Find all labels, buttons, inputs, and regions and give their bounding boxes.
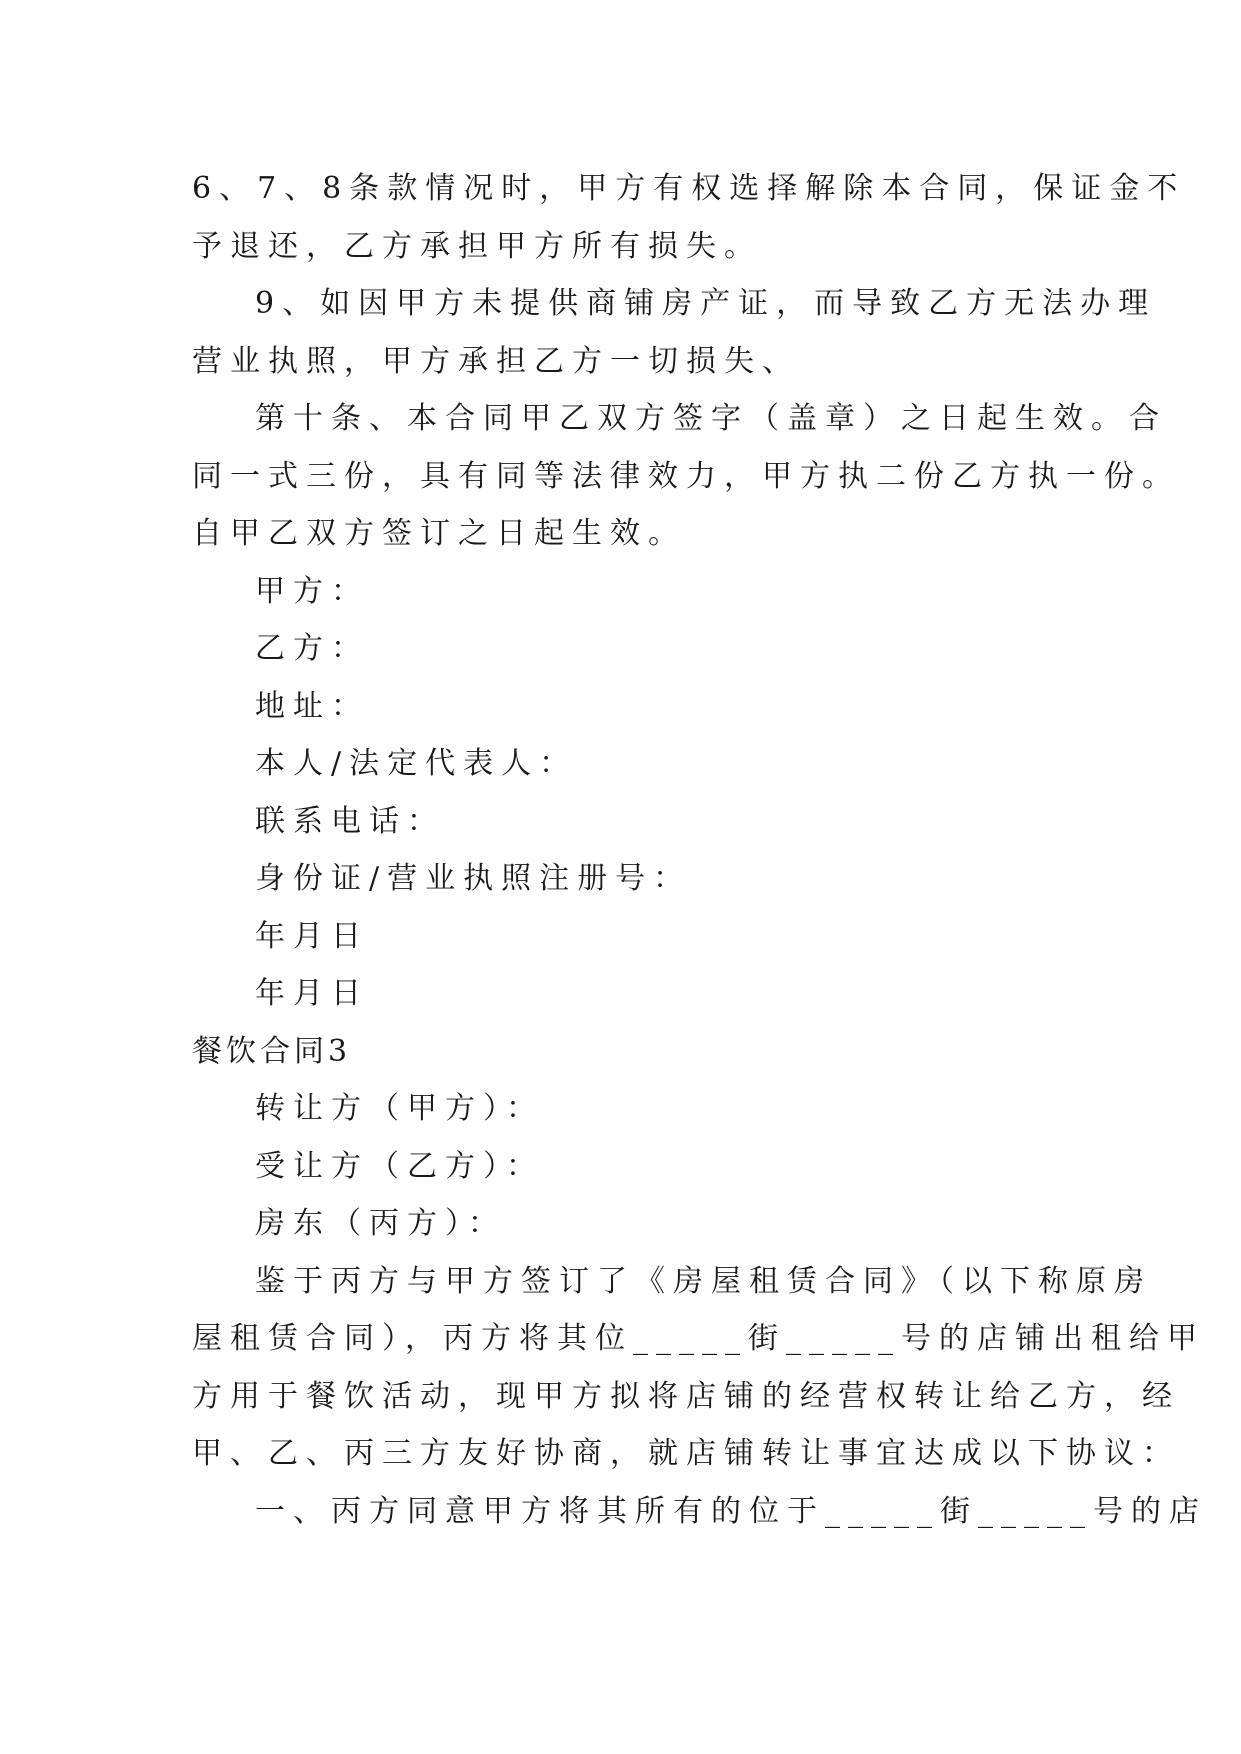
party-a-label: 甲方： bbox=[255, 573, 369, 609]
document-body bbox=[192, 160, 1207, 1540]
paragraph-line: 屋租赁合同），丙方将其位_____街_____号的店铺出租给甲 bbox=[192, 1321, 1205, 1356]
paragraph-line: 6、7、8条款情况时，甲方有权选择解除本合同，保证金不 bbox=[192, 171, 1186, 206]
representative-label: 本人/法定代表人： bbox=[255, 746, 578, 781]
paragraph-line: 方用于餐饮活动，现甲方拟将店铺的经营权转让给乙方，经 bbox=[192, 1378, 1180, 1414]
section-heading: 餐饮合同3 bbox=[192, 1033, 352, 1069]
paragraph-line: 一、丙方同意甲方将其所有的位于_____街_____号的店 bbox=[255, 1493, 1207, 1529]
paragraph-line: 鉴于丙方与甲方签订了《房屋租赁合同》（以下称原房 bbox=[255, 1263, 1152, 1299]
date-label: 年月日 bbox=[255, 918, 369, 954]
transferor-label: 转让方（甲方）： bbox=[255, 1091, 544, 1126]
paragraph-line: 9、如因甲方未提供商铺房产证，而导致乙方无法办理 bbox=[255, 286, 1157, 321]
party-b-label: 乙方： bbox=[255, 631, 369, 666]
paragraph-line: 同一式三份，具有同等法律效力，甲方执二份乙方执一份。 bbox=[192, 458, 1180, 494]
paragraph-line: 自甲乙双方签订之日起生效。 bbox=[192, 516, 686, 551]
transferee-label: 受让方（乙方）： bbox=[255, 1148, 544, 1184]
paragraph-line: 予退还，乙方承担甲方所有损失。 bbox=[192, 228, 762, 264]
landlord-label: 房东（丙方）： bbox=[255, 1206, 506, 1241]
paragraph-line: 甲、乙、丙三方友好协商，就店铺转让事宜达成以下协议： bbox=[192, 1436, 1180, 1471]
paragraph-line: 第十条、本合同甲乙双方签字（盖章）之日起生效。合 bbox=[255, 401, 1167, 436]
address-label: 地址： bbox=[255, 688, 369, 724]
date-label: 年月日 bbox=[255, 976, 369, 1011]
phone-label: 联系电话： bbox=[255, 803, 445, 839]
paragraph-line: 营业执照，甲方承担乙方一切损失、 bbox=[192, 343, 800, 379]
id-number-label: 身份证/营业执照注册号： bbox=[255, 861, 692, 896]
